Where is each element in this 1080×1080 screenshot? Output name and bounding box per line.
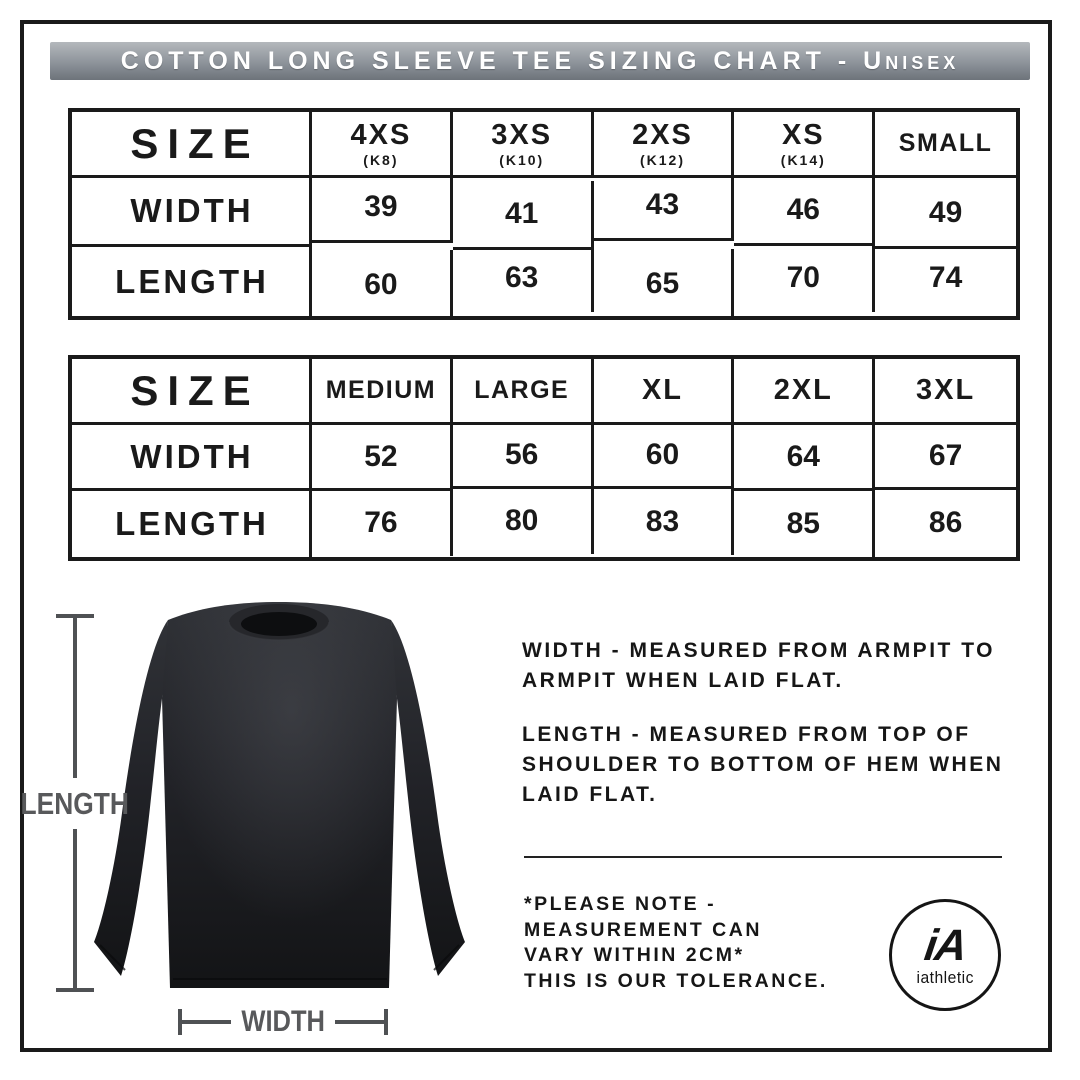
size-table-large-sizes (68, 355, 1020, 561)
size-value: 49 (875, 180, 1016, 249)
size-value: 83 (594, 489, 735, 555)
size-value: 76 (312, 490, 453, 556)
size-value: 80 (453, 488, 594, 554)
column-header-2xs: 2XS (K12) (594, 112, 735, 178)
notes-divider-line (524, 856, 1002, 858)
size-value: 65 (594, 249, 735, 318)
row-label-width: WIDTH (72, 425, 312, 491)
tolerance-line: THIS IS OUR TOLERANCE. (524, 969, 828, 992)
size-value: 46 (734, 177, 875, 246)
measure-cap-right (384, 1009, 388, 1035)
column-header-3xl: 3XL (875, 359, 1016, 425)
size-value: 39 (312, 174, 453, 243)
size-value: 67 (875, 424, 1016, 490)
column-header-large: LARGE (453, 359, 594, 425)
measure-line-right (335, 1020, 384, 1024)
measure-line-upper (73, 618, 77, 778)
iathletic-wordmark: iathletic (916, 969, 974, 987)
size-value: 43 (594, 172, 735, 241)
size-value: 86 (928, 506, 963, 539)
column-header-2xl: 2XL (734, 359, 875, 425)
page-title-main: COTTON LONG SLEEVE TEE SIZING CHART - (120, 46, 852, 75)
row-label-length: LENGTH (72, 247, 312, 316)
iathletic-logo (889, 899, 1001, 1011)
column-header-4xs: 4XS (K8) (312, 112, 453, 178)
size-value: 74 (928, 260, 963, 294)
size-table-small-sizes (68, 108, 1020, 320)
column-header-small: SMALL (875, 112, 1016, 178)
size-value: 70 (734, 243, 875, 312)
page-title (121, 47, 959, 76)
page-title-suffix: Unisex (863, 46, 960, 75)
size-value: 52 (312, 425, 453, 491)
row-label-width: WIDTH (72, 178, 312, 247)
measure-cap-bottom (56, 988, 94, 992)
size-value: 64 (734, 425, 875, 491)
size-value: 85 (734, 491, 875, 557)
table-corner-label: SIZE (72, 112, 312, 178)
tolerance-note (524, 892, 924, 994)
column-header-3xs: 3XS (K10) (453, 112, 594, 178)
width-measure-label: WIDTH (241, 1005, 325, 1038)
row-label-length: LENGTH (72, 491, 312, 557)
column-header-xs: XS (K14) (734, 112, 875, 178)
tolerance-line: *PLEASE NOTE - (524, 893, 717, 915)
width-definition: WIDTH - MEASURED FROM ARMPIT TO ARMPIT WHEN LAID FLAT. (522, 639, 995, 692)
table-corner-label: SIZE (72, 359, 312, 425)
column-header-xl: XL (594, 359, 735, 425)
size-value: 60 (594, 423, 735, 489)
width-measure-guide (178, 1005, 388, 1038)
iathletic-monogram-icon: iA (921, 921, 969, 970)
size-value: 63 (453, 243, 594, 312)
tolerance-line: VARY WITHIN 2CM* (524, 944, 745, 966)
column-header-medium: MEDIUM (312, 359, 453, 425)
header-bar (50, 42, 1030, 80)
measure-line-left (182, 1020, 231, 1024)
length-measure-guide (20, 614, 130, 992)
tolerance-line: MEASUREMENT CAN (524, 918, 762, 941)
size-value: 41 (453, 181, 594, 250)
size-value: 56 (453, 423, 594, 489)
measurement-definitions (522, 636, 1022, 834)
measure-line-lower (73, 829, 77, 989)
length-measure-label: LENGTH (20, 785, 130, 821)
size-value: 60 (312, 250, 453, 319)
long-sleeve-tee-illustration (88, 598, 473, 998)
length-definition: LENGTH - MEASURED FROM TOP OF SHOULDER TO BOTTOM OF HEM WHEN LAID FLAT. (522, 723, 1004, 806)
